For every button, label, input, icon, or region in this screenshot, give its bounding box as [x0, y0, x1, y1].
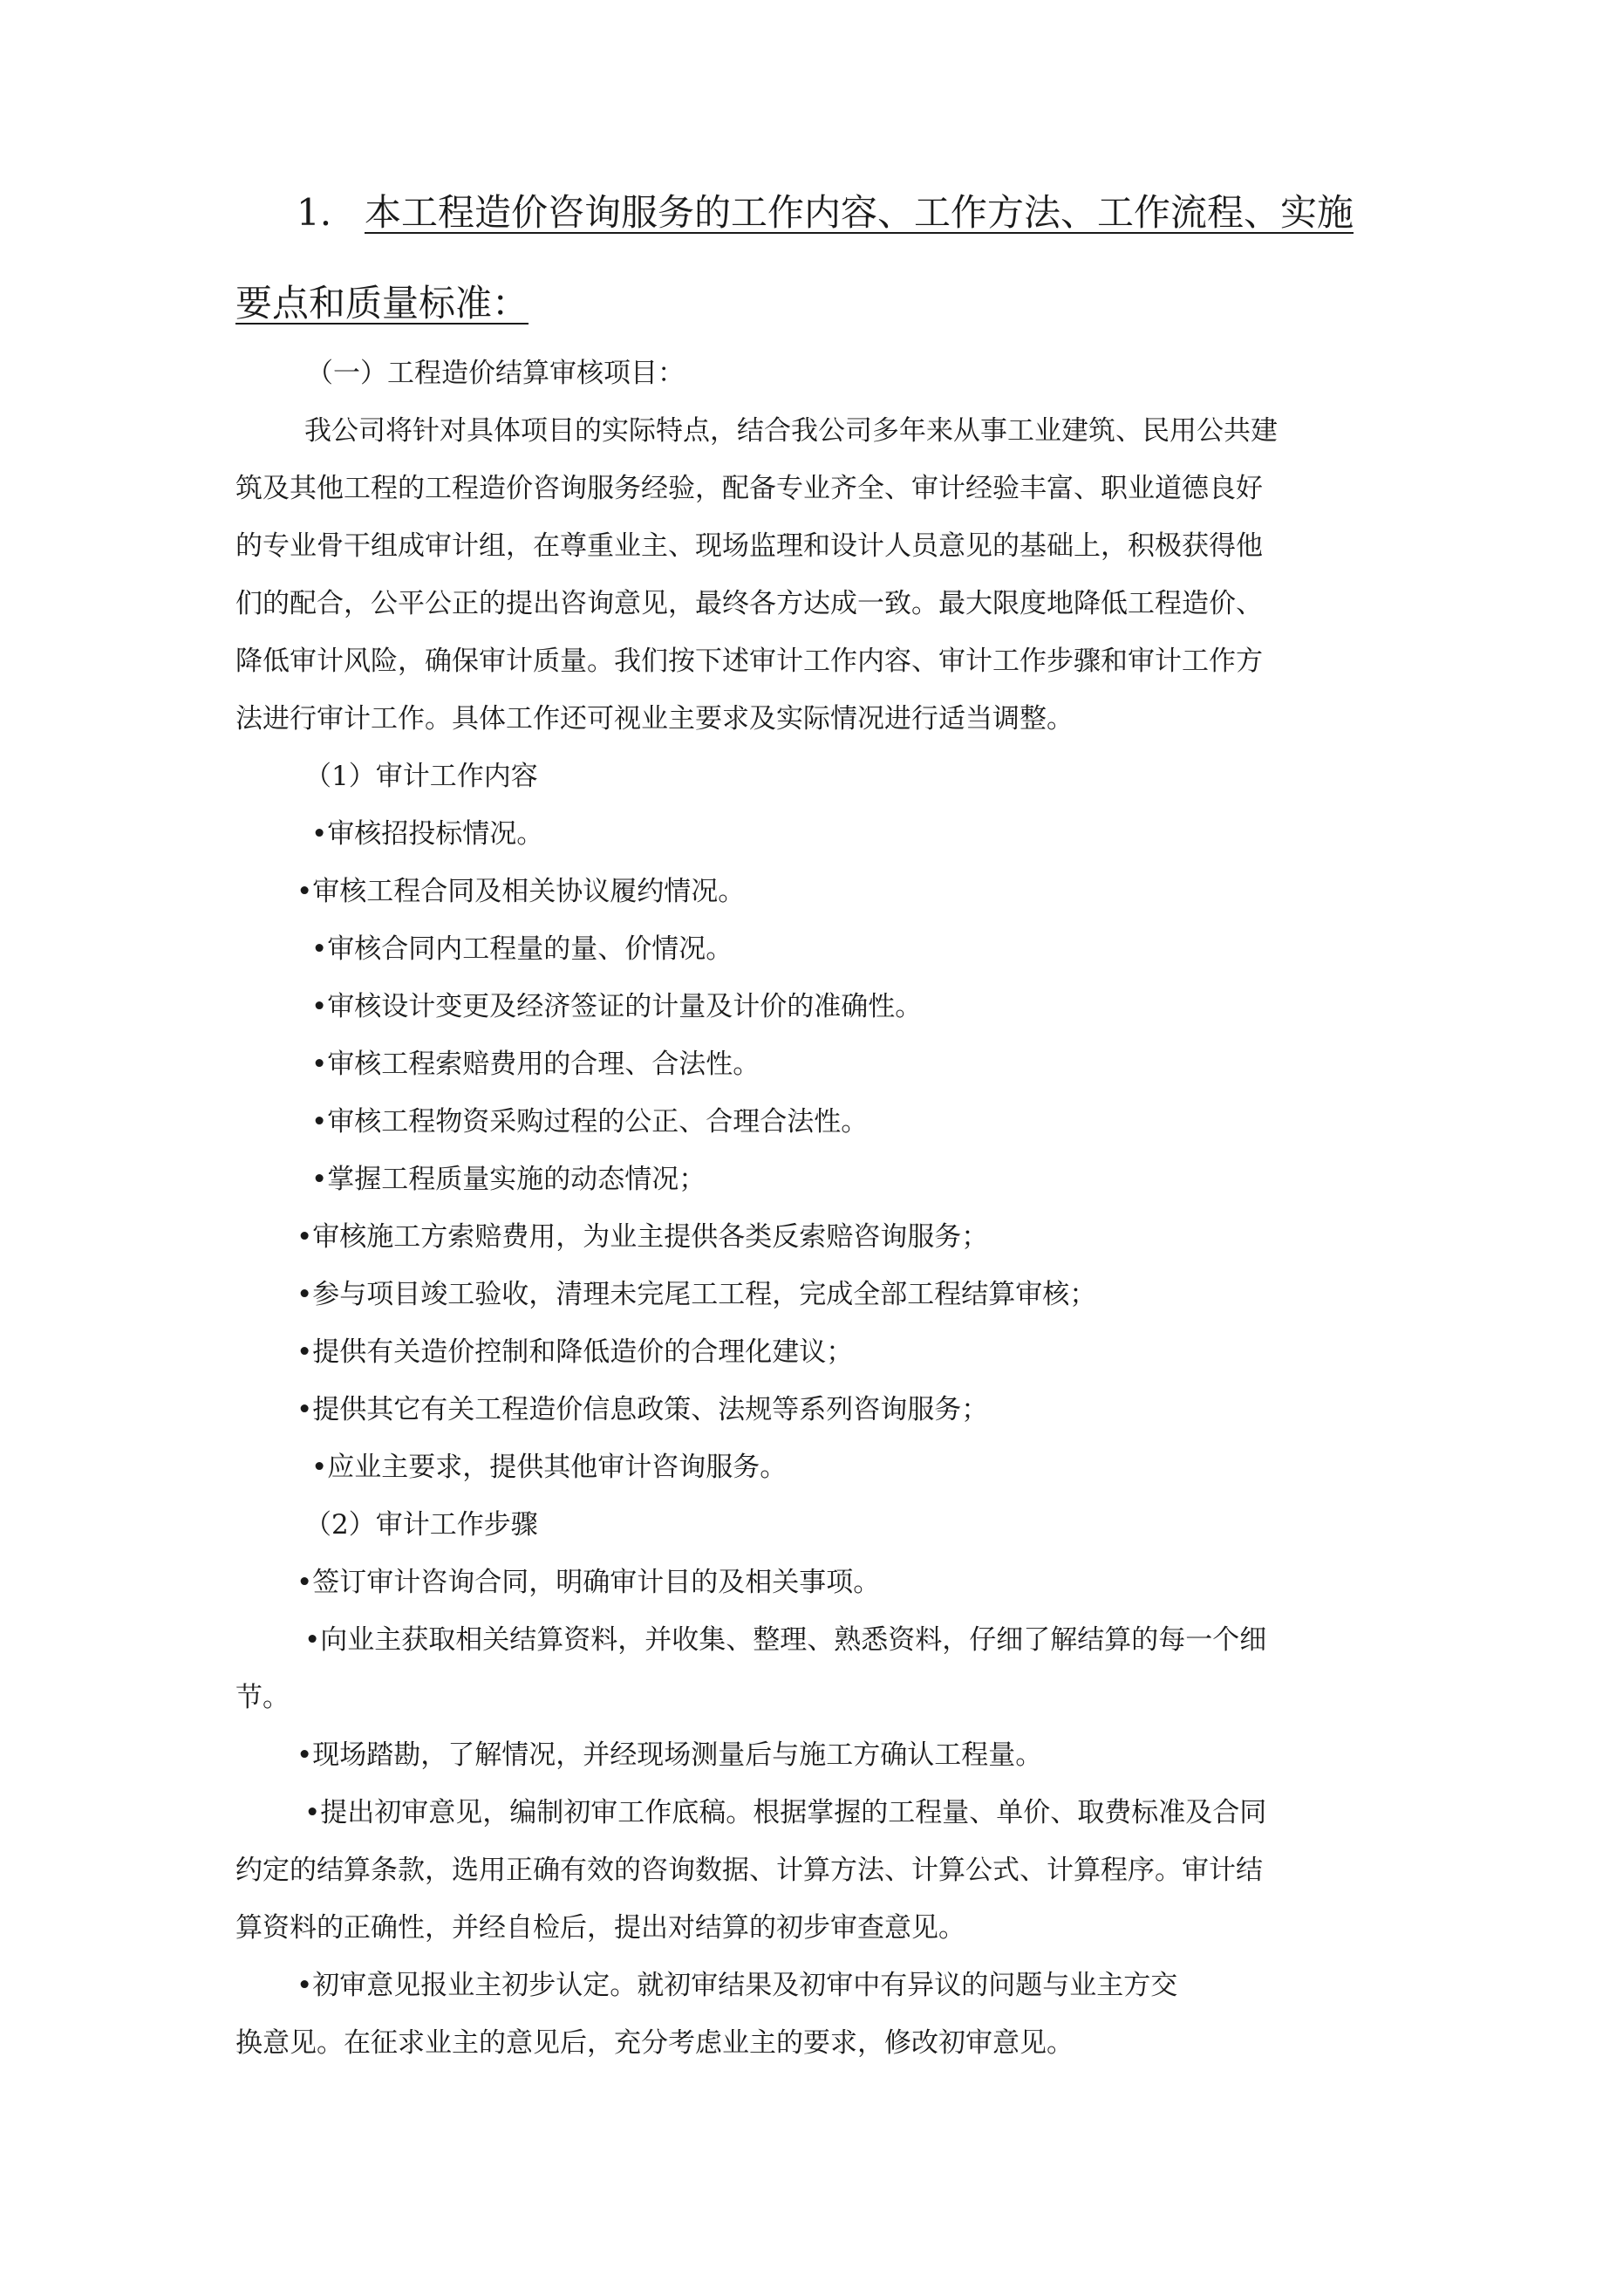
section-heading-line-2: 要点和质量标准： [235, 282, 529, 325]
steps-list-item-continuation: 换意见。在征求业主的意见后，充分考虑业主的要求，修改初审意见。 [235, 2027, 1074, 2059]
steps-list-item: •向业主获取相关结算资料，并收集、整理、熟悉资料，仔细了解结算的每一个细 [304, 1624, 1267, 1656]
content-heading: （1）审计工作内容 [304, 761, 538, 792]
steps-list-item: •现场踏勘，了解情况，并经现场测量后与施工方确认工程量。 [297, 1739, 1043, 1771]
subsection-title: （一）工程造价结算审核项目： [306, 358, 685, 389]
content-list-item: •审核工程物资采购过程的公正、合理合法性。 [311, 1106, 869, 1138]
content-list-item: •参与项目竣工验收，清理未完尾工工程，完成全部工程结算审核； [297, 1279, 1097, 1310]
heading-number: 1. [297, 191, 332, 234]
content-list-item: •提供有关造价控制和降低造价的合理化建议； [297, 1336, 854, 1368]
heading-text-line-1: 本工程造价咨询服务的工作内容、工作方法、工作流程、实施 [365, 191, 1354, 234]
content-list-item: •审核招投标情况。 [311, 818, 544, 850]
content-list-item: •审核工程索赔费用的合理、合法性。 [311, 1049, 760, 1080]
intro-paragraph-line: 的专业骨干组成审计组，在尊重业主、现场监理和设计人员意见的基础上，积极获得他 [235, 530, 1263, 562]
steps-list-item: •提出初审意见，编制初审工作底稿。根据掌握的工程量、单价、取费标准及合同 [304, 1797, 1267, 1828]
steps-list-item-continuation: 节。 [235, 1682, 290, 1713]
section-heading-line-1 [297, 187, 1354, 239]
steps-list-item: •签订审计咨询合同，明确审计目的及相关事项。 [297, 1567, 881, 1598]
intro-paragraph-line: 我公司将针对具体项目的实际特点，结合我公司多年来从事工业建筑、民用公共建 [304, 415, 1278, 447]
content-list-item: •应业主要求，提供其他审计咨询服务。 [311, 1452, 788, 1483]
content-list-item: •提供其它有关工程造价信息政策、法规等系列咨询服务； [297, 1394, 989, 1425]
content-list-item: •掌握工程质量实施的动态情况； [311, 1164, 706, 1195]
intro-paragraph-line: 们的配合，公平公正的提出咨询意见，最终各方达成一致。最大限度地降低工程造价、 [235, 588, 1263, 619]
content-list-item: •审核合同内工程量的量、价情况。 [311, 933, 733, 965]
intro-paragraph-line: 筑及其他工程的工程造价咨询服务经验，配备专业齐全、审计经验丰富、职业道德良好 [235, 473, 1263, 504]
steps-list-item-continuation: 算资料的正确性，并经自检后，提出对结算的初步审查意见。 [235, 1912, 965, 1944]
content-list-item: •审核设计变更及经济签证的计量及计价的准确性。 [311, 991, 923, 1022]
steps-list-item-continuation: 约定的结算条款，选用正确有效的咨询数据、计算方法、计算公式、计算程序。审计结 [235, 1855, 1263, 1886]
content-list-item: •审核施工方索赔费用，为业主提供各类反索赔咨询服务； [297, 1221, 989, 1253]
intro-paragraph-line: 法进行审计工作。具体工作还可视业主要求及实际情况进行适当调整。 [235, 703, 1074, 735]
steps-heading: （2）审计工作步骤 [304, 1509, 538, 1541]
steps-list-item: •初审意见报业主初步认定。就初审结果及初审中有异议的问题与业主方交 [297, 1970, 1178, 2001]
content-list-item: •审核工程合同及相关协议履约情况。 [297, 876, 746, 907]
intro-paragraph-line: 降低审计风险，确保审计质量。我们按下述审计工作内容、审计工作步骤和审计工作方 [235, 646, 1263, 677]
